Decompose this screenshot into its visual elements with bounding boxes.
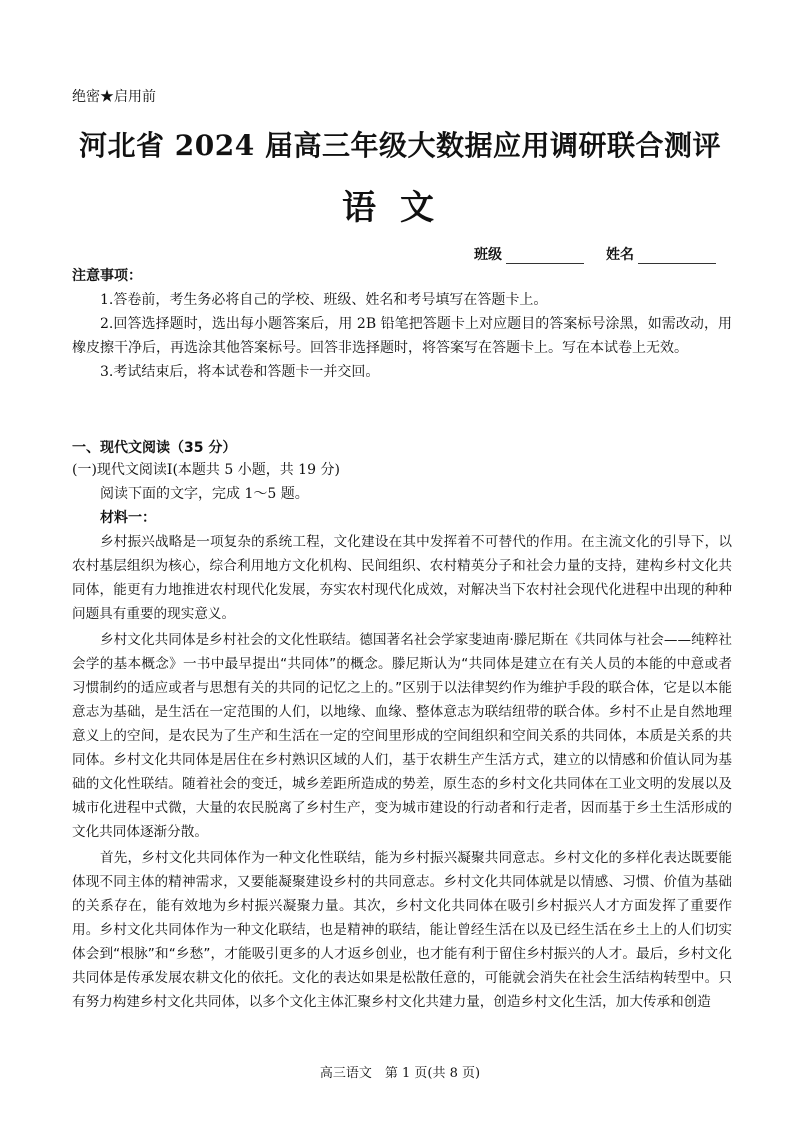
section-heading: 一、现代文阅读（35 分）: [72, 440, 237, 456]
confidential-label: 绝密★启用前: [72, 89, 156, 105]
note-item: 2.回答选择题时，选出每小题答案后，用 2B 铅笔把答题卡上对应题目的答案标号涂黑，如需改动，用橡皮擦干净后，再选涂其他答案标号。回答非选择题时，将答案写在答题卡上。写在本试卷上无效。: [72, 316, 732, 356]
notes-heading: 注意事项：: [72, 268, 142, 284]
name-blank[interactable]: [638, 249, 716, 264]
material-label: 材料一：: [100, 510, 156, 526]
note-item: 3.考试结束后，将本试卷和答题卡一并交回。: [100, 364, 380, 380]
subject-title: 语文: [342, 188, 458, 228]
class-label: 班级: [474, 247, 502, 263]
reading-passage: [72, 530, 732, 1016]
name-label: 姓名: [606, 247, 634, 263]
page-footer: 高三语文 第 1 页(共 8 页): [319, 1066, 481, 1081]
reading-instruction: 阅读下面的文字，完成 1～5 题。: [100, 486, 309, 502]
exam-title: 河北省 2024 届高三年级大数据应用调研联合测评: [79, 129, 721, 162]
student-info-fields: [474, 244, 716, 264]
note-item: 1.答卷前，考生务必将自己的学校、班级、姓名和考号填写在答题卡上。: [100, 292, 548, 308]
name-field[interactable]: [606, 244, 716, 264]
passage-paragraph: 乡村文化共同体是乡村社会的文化性联结。德国著名社会学家斐迪南·滕尼斯在《共同体与社会——纯粹社会学的基本概念》一书中最早提出“共同体”的概念。滕尼斯认为“共同体是建立在有关人员的本能的中意或者习惯制约的适应或者与思想有关的共同的记忆之上的。”区别于以法律契约作为维护手段的联合体，它是以本能意志为基础，是生活在一定范围的人们，以地缘、血缘、整体意志为联结纽带的联合体。乡村不止是自然地理意义上的空间，是农民为了生产和生活在一定的空间里形成的空间组织和空间关系的共同体，本质是关系的共同体。乡村文化共同体是居住在乡村熟识区域的人们，基于农耕生产生活方式，建立的以情感和价值认同为基础的文化性联结。随着社会的变迁，城乡差距所造成的势差，原生态的乡村文化共同体在工业文明的发展以及城市化进程中式微，大量的农民脱离了乡村生产，变为城市建设的行动者和行走者，因而基于乡土生活形成的文化共同体逐渐分散。: [72, 632, 732, 840]
class-field[interactable]: [474, 244, 584, 264]
notes-list: [72, 288, 732, 384]
subsection-heading: (一)现代文阅读Ⅰ(本题共 5 小题，共 19 分): [72, 462, 340, 478]
passage-paragraph: 乡村振兴战略是一项复杂的系统工程，文化建设在其中发挥着不可替代的作用。在主流文化的引导下，以农村基层组织为核心，综合利用地方文化机构、民间组织、农村精英分子和社会力量的支持，建构乡村文化共同体，能更有力地推进农村现代化发展，夯实农村现代化成效，对解决当下农村社会现代化进程中出现的种种问题具有重要的现实意义。: [72, 534, 732, 622]
passage-paragraph: 首先，乡村文化共同体作为一种文化性联结，能为乡村振兴凝聚共同意志。乡村文化的多样化表达既要能体现不同主体的精神需求，又要能凝聚建设乡村的共同意志。乡村文化共同体就是以情感、习惯、价值为基础的关系存在，能有效地为乡村振兴凝聚力量。其次，乡村文化共同体在吸引乡村振兴人才方面发挥了重要作用。乡村文化共同体作为一种文化联结，也是精神的联结，能让曾经生活在以及已经生活在乡土上的人们切实体会到“根脉”和“乡愁”，才能吸引更多的人才返乡创业，也才能有利于留住乡村振兴的人才。最后，乡村文化共同体是传承发展农耕文化的依托。文化的表达如果是松散任意的，可能就会消失在社会生活结构转型中。只有努力构建乡村文化共同体，以多个文化主体汇聚乡村文化共建力量，创造乡村文化生活，加大传承和创造: [72, 850, 732, 1010]
class-blank[interactable]: [506, 249, 584, 264]
